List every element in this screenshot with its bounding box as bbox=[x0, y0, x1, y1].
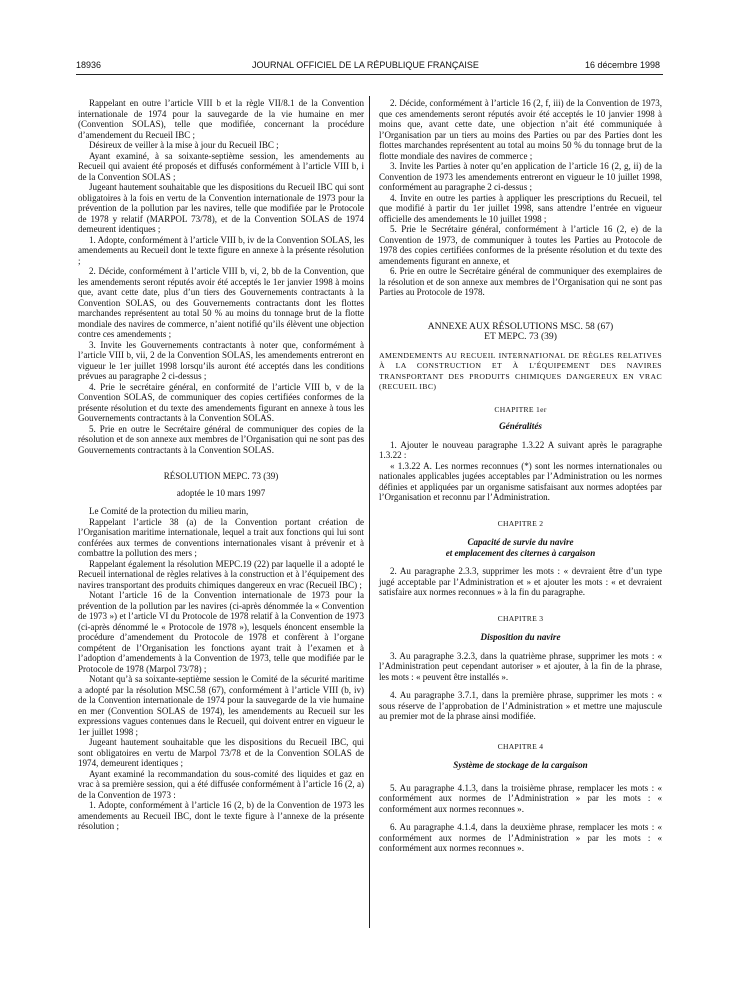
chapter-title: Disposition du navire bbox=[480, 632, 561, 642]
annex-title-line-2: ET MEPC. 73 (39) bbox=[484, 331, 557, 342]
chapter-label: CHAPITRE 2 bbox=[497, 518, 544, 528]
paragraph: Rappelant en outre l’article VIII b et la règle VII/8.1 de la Convention internationale de 1974 pour la sauvegarde de la vie humaine en mer (Convention SOLAS), telle que modifiée, concernant la procédure d’amendement du Recueil IBC ; bbox=[78, 98, 364, 140]
header-rule bbox=[76, 74, 663, 75]
adoption-date: adoptée le 10 mars 1997 bbox=[176, 487, 266, 498]
amendments-title: AMENDEMENTS AU RECUEIL INTERNATIONAL DE RÈGLES RELATIVES À LA CONSTRUCTION ET À L’ÉQUIPEMENT DES NAVIRES TRANSPORTANT DES PRODUITS CHIMIQUES DANGEREUX EN VRAC (RECUEIL IBC) bbox=[379, 350, 662, 391]
left-column bbox=[78, 98, 364, 832]
paragraph: 2. Décide, conformément à l’article 16 (2, f, iii) de la Convention de 1973, que ces amendements seront réputés avoir été acceptés le 10 janvier 1998 à moins que, avant cette date, une objection n’ait été communiquée à l’Organisation par un tiers au moins des Parties ou par des Parties dont les flottes marchandes représentent au total au moins 50 % du tonnage brut de la flotte mondiale des navires de commerce ; bbox=[379, 98, 662, 161]
paragraph: 5. Prie le Secrétaire général, conformément à l’article 16 (2, e) de la Convention de 1973, de communiquer à toutes les Parties au Protocole de 1978 des copies certifiées conformes de la présente résolution et du texte des amendements figurant en annexe, et bbox=[379, 224, 662, 266]
paragraph: Désireux de veiller à la mise à jour du Recueil IBC ; bbox=[89, 140, 279, 150]
right-column bbox=[379, 98, 662, 854]
paragraph: 1. Ajouter le nouveau paragraphe 1.3.22 A suivant après le paragraphe 1.3.22 : bbox=[379, 439, 662, 460]
issue-date: 16 décembre 1998 bbox=[584, 60, 660, 70]
chapter-title: Capacité de survie du navire bbox=[467, 537, 574, 547]
paragraph: 2. Décide, conformément à l’article VIII b, vi, 2, bb de la Convention, que les amendements seront réputés avoir été acceptés le 1er janvier 1998 à moins que, avant cette date, plus d’un tiers des Gouvernements contractants à la Convention SOLAS, ou des Gouvernements contractants dont les flottes marchandes représentent au total 50 % au moins du tonnage brut de la flotte mondiale des navires de commerce, n’aient notifié qu’ils élèvent une objection contre ces amendements ; bbox=[78, 266, 364, 339]
chapter-label: CHAPITRE 1er bbox=[494, 404, 547, 414]
paragraph: 4. Au paragraphe 3.7.1, dans la première phrase, supprimer les mots : « sous réserve de l’approbation de l’Administration » et mettre une majuscule au premier mot de la phrase ainsi modifiée. bbox=[379, 690, 662, 721]
paragraph: Ayant examiné, à sa soixante-septième session, les amendements au Recueil qui avaient été proposés et diffusés conformément à l’article VIII b, i de la Convention SOLAS ; bbox=[78, 150, 364, 182]
paragraph: 4. Invite en outre les parties à appliquer les prescriptions du Recueil, tel que modifié à partir du 1er juillet 1998, sans attendre l’entrée en vigueur officielle des amendements le 10 juillet 1998 ; bbox=[379, 192, 662, 224]
paragraph: Rappelant l’article 38 (a) de la Convention portant création de l’Organisation maritime internationale, lequel a trait aux fonctions qui lui sont conférées aux termes de conventions internationales visant à prévenir et à combattre la pollution des mers ; bbox=[78, 516, 364, 558]
chapter-title: Généralités bbox=[499, 421, 542, 431]
column-divider bbox=[369, 96, 370, 928]
journal-title: JOURNAL OFFICIEL DE LA RÉPUBLIQUE FRANÇAISE bbox=[252, 60, 479, 70]
paragraph: 1. Adopte, conformément à l’article VIII b, iv de la Convention SOLAS, les amendements au Recueil dont le texte figure en annexe à la présente résolution ; bbox=[78, 234, 364, 266]
page-header bbox=[0, 0, 731, 72]
page-number: 18936 bbox=[76, 60, 102, 70]
paragraph: Notant qu’à sa soixante-septième session le Comité de la sécurité maritime a adopté par la résolution MSC.58 (67), conformément à l’article VIII (b, iv) de la Convention internationale de 1974 pour la sauvegarde de la vie humaine en mer (Convention SOLAS de 1974), les amendements au Recueil sur les expressions vagues contenues dans le Recueil, qui doivent entrer en vigueur le 1er juillet 1998 ; bbox=[78, 674, 364, 737]
paragraph: 3. Invite les Parties à noter qu’en application de l’article 16 (2, g, ii) de la Convention de 1973 les amendements entreront en vigueur le 10 juillet 1998, conformément au paragraphe 2 ci-dessus ; bbox=[379, 161, 662, 192]
chapter-title-line-2: et emplacement des citernes à cargaison bbox=[445, 547, 596, 558]
resolution-title: RÉSOLUTION MEPC. 73 (39) bbox=[163, 471, 279, 481]
paragraph: 4. Prie le secrétaire général, en conformité de l’article VIII b, v de la Convention SOLAS, de communiquer des copies certifiées conformes de la présente résolution et du texte des amendements figurant en annexe à tous les Gouvernements contractants à la Convention SOLAS. bbox=[78, 381, 364, 423]
annex-title: ANNEXE AUX RÉSOLUTIONS MSC. 58 (67) bbox=[427, 320, 614, 332]
paragraph: 2. Au paragraphe 2.3.3, supprimer les mots : « devraient être d’un type jugé acceptable par l’Administration et » et ajouter les mots : « et devraient satisfaire aux normes reconnues » à la fin du paragraphe. bbox=[379, 566, 662, 597]
paragraph: 5. Au paragraphe 4.1.3, dans la troisième phrase, remplacer les mots : « conformément aux normes de l’Administration » par les mots : « conformément aux normes reconnues ». bbox=[379, 782, 662, 814]
paragraph: 3. Au paragraphe 3.2.3, dans la quatrième phrase, supprimer les mots : « l’Administration peut cependant autoriser » et ajouter, à la fin de la phrase, les mots : « peuvent être installés ». bbox=[379, 650, 662, 682]
paragraph: Ayant examiné la recommandation du sous-comité des liquides et gaz en vrac à sa première session, qui a été diffusée conformément à l’article 16 (2, a) de la Convention de 1973 : bbox=[78, 768, 364, 800]
chapter-label: CHAPITRE 4 bbox=[497, 741, 544, 751]
paragraph: Notant l’article 16 de la Convention internationale de 1973 pour la prévention de la pollution par les navires (ci-après dénommée la « Convention de 1973 ») et l’article VI du Protocole de 1978 relatif à la Convention de 1973 (ci-après dénommé le « Protocole de 1978 »), lesquels énoncent ensemble la procédure d’amendement du Protocole de 1978 et confèrent à l’organe compétent de l’Organisation les fonctions ayant trait à l’examen et à l’adoption d’amendements à la Convention de 1973, telle que modifiée par le Protocole de 1978 (Marpol 73/78) ; bbox=[78, 590, 364, 674]
paragraph: 5. Prie en outre le Secrétaire général de communiquer des copies de la résolution et de son annexe aux membres de l’Organisation qui ne sont pas des Gouvernements contractants à la Convention SOLAS. bbox=[78, 423, 364, 455]
paragraph: Le Comité de la protection du milieu marin, bbox=[89, 506, 249, 516]
chapter-label: CHAPITRE 3 bbox=[497, 613, 544, 623]
paragraph: Jugeant hautement souhaitable que les dispositions du Recueil IBC, qui sont obligatoires en vertu de Marpol 73/78 et de la Convention SOLAS de 1974, demeurent identiques ; bbox=[78, 737, 364, 768]
paragraph: 1. Adopte, conformément à l’article 16 (2, b) de la Convention de 1973 les amendements au Recueil IBC, dont le texte figure à l’annexe de la présente résolution ; bbox=[78, 800, 364, 831]
paragraph: 6. Au paragraphe 4.1.4, dans la deuxième phrase, remplacer les mots : « conformément aux normes de l’Administration » par les mots : « conformément aux normes reconnues ». bbox=[379, 822, 662, 853]
paragraph: « 1.3.22 A. Les normes reconnues (*) sont les normes internationales ou nationales applicables jugées acceptables par l’Administration ou les normes définies et appliquées par un organisme satisfaisant aux normes adoptées par l’Organisation et reconnu par l’Administration. bbox=[379, 460, 662, 502]
paragraph: 6. Prie en outre le Secrétaire général de communiquer des exemplaires de la résolution et de son annexe aux membres de l’Organisation qui ne sont pas Parties au Protocole de 1978. bbox=[379, 266, 662, 297]
paragraph: 3. Invite les Gouvernements contractants à noter que, conformément à l’article VIII b, vii, 2 de la Convention SOLAS, les amendements entreront en vigueur le 1er juillet 1998 lorsqu’ils auront été acceptés dans les conditions prévues au paragraphe 2 ci-dessus ; bbox=[78, 339, 364, 381]
paragraph: Rappelant également la résolution MEPC.19 (22) par laquelle il a adopté le Recueil international de règles relatives à la construction et à l’équipement des navires transportant des produits chimiques dangereux en vrac (Recueil IBC) ; bbox=[78, 558, 364, 590]
paragraph: Jugeant hautement souhaitable que les dispositions du Recueil IBC qui sont obligatoires à la fois en vertu de la Convention internationale de 1973 pour la prévention de la pollution par les navires, telle que modifiée par le Protocole de 1978 y relatif (MARPOL 73/78), et de la Convention SOLAS de 1974 demeurent identiques ; bbox=[78, 182, 364, 234]
chapter-title: Système de stockage de la cargaison bbox=[453, 760, 588, 770]
